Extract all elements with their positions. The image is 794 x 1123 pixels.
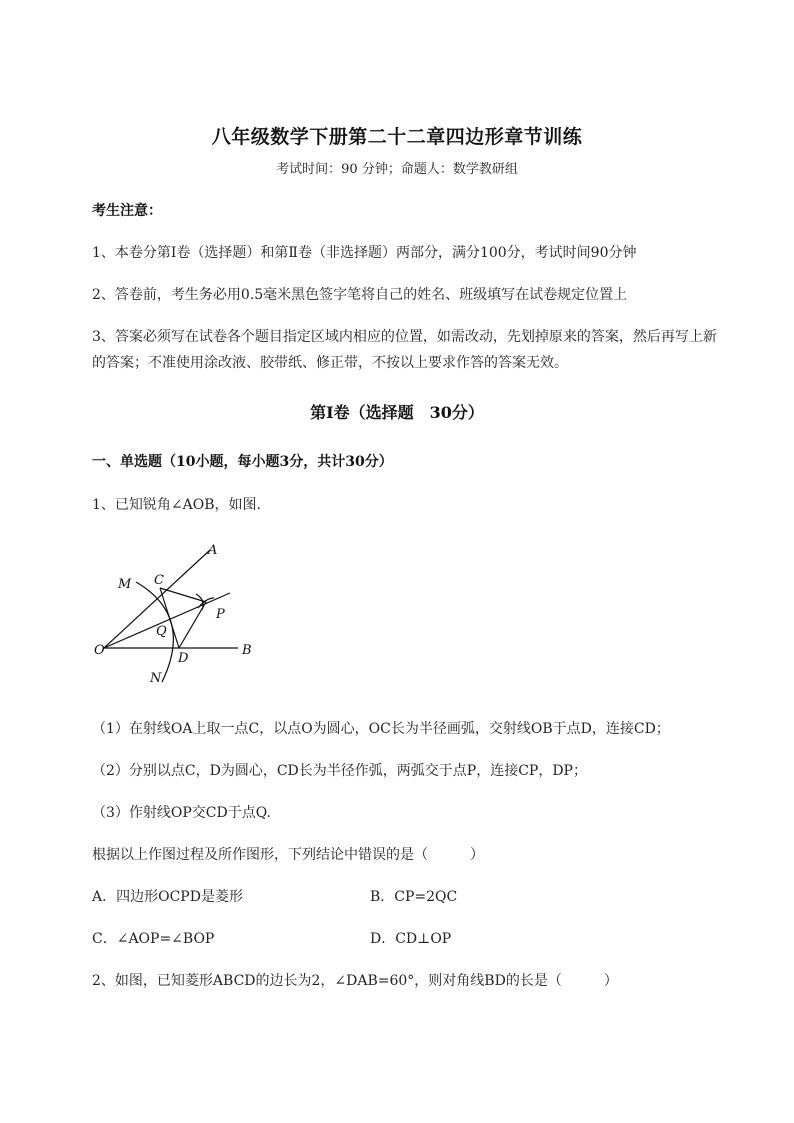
- notice-item-2: 2、答卷前，考生务必用0.5毫米黑色签字笔将自己的姓名、班级填写在试卷规定位置上: [92, 287, 628, 303]
- option-c[interactable]: C．∠AOP=∠BOP: [92, 931, 215, 947]
- label-m: M: [118, 577, 132, 592]
- segment-cd: [160, 588, 179, 648]
- segment-cp: [160, 588, 206, 602]
- label-p: P: [216, 607, 225, 622]
- question-1-stem: 1、已知锐角∠AOB，如图.: [92, 497, 261, 513]
- geometry-figure: [88, 536, 268, 690]
- question-2-stem: 2、如图，已知菱形ABCD的边长为2，∠DAB=60°，则对角线BD的长是（ ）: [92, 973, 618, 989]
- page-title: 八年级数学下册第二十二章四边形章节训练: [211, 126, 583, 148]
- label-a: A: [208, 543, 218, 558]
- notice-item-3: 3、答案必须写在试卷各个题目指定区域内相应的位置，如需改动，先划掉原来的答案，然后再写上新: [92, 329, 717, 345]
- label-b: B: [242, 643, 252, 658]
- option-b[interactable]: B．CP=2QC: [370, 889, 458, 905]
- section-title: 第Ⅰ卷（选择题 30分）: [310, 403, 484, 422]
- step-1: （1）在射线OA上取一点C，以点O为圆心，OC长为半径画弧，交射线OB于点D，连接CD；: [92, 721, 670, 737]
- label-n: N: [150, 671, 162, 686]
- exam-info: 考试时间：90 分钟；命题人：数学教研组: [276, 162, 518, 177]
- part-heading: 一、单选题（10小题，每小题3分，共计30分）: [92, 454, 393, 470]
- notice-item-1: 1、本卷分第Ⅰ卷（选择题）和第Ⅱ卷（非选择题）两部分，满分100分，考试时间90分钟: [92, 245, 637, 261]
- label-d: D: [178, 651, 189, 666]
- notice-item-3-cont: 的答案；不准使用涂改液、胶带纸、修正带，不按以上要求作答的答案无效。: [92, 355, 568, 371]
- option-d[interactable]: D．CD⊥OP: [370, 931, 452, 947]
- step-2: （2）分别以点C，D为圆心，CD长为半径作弧，两弧交于点P，连接CP，DP；: [92, 763, 587, 779]
- question-1-prompt: 根据以上作图过程及所作图形，下列结论中错误的是（ ）: [92, 847, 484, 863]
- label-c: C: [154, 573, 164, 588]
- notice-heading: 考生注意：: [92, 203, 162, 219]
- label-q: Q: [156, 624, 167, 639]
- label-o: O: [94, 643, 105, 658]
- ray-op: [104, 593, 230, 648]
- option-a[interactable]: A．四边形OCPD是菱形: [92, 889, 243, 905]
- step-3: （3）作射线OP交CD于点Q.: [92, 805, 271, 821]
